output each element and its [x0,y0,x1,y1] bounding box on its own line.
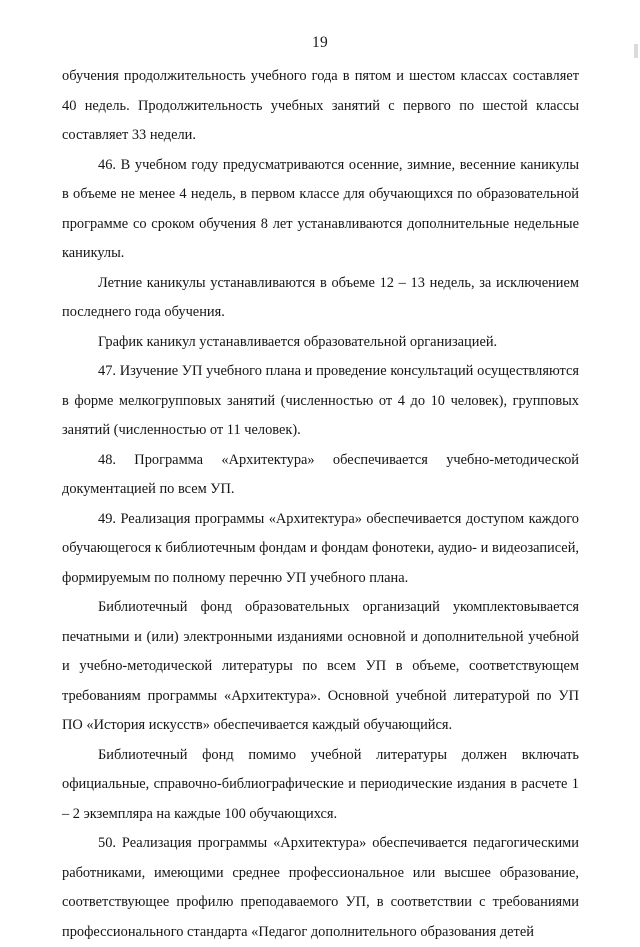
paragraph: 48. Программа «Архитектура» обеспечивается учебно-методической документацией по всем УП. [62,451,579,497]
paragraph: Летние каникулы устанавливаются в объеме 12 – 13 недель, за исключением последнего года обучения. [62,274,579,320]
paragraph: 47. Изучение УП учебного плана и проведение консультаций осуществляются в форме мелкогрупповых занятий (численностью от 4 до 10 человек), групповых занятий (численностью от 11 человек). [62,363,579,438]
page-number: 19 [312,34,328,51]
paragraph: 50. Реализация программы «Архитектура» обеспечивается педагогическими работниками, имеющими среднее профессиональное или высшее образование, соответствующее профилю преподаваемого УП, в соответствии с требованиями профессионального стандарта «Педагог дополнительного образования детей [62,835,579,940]
paragraph: Библиотечный фонд образовательных организаций укомплектовывается печатными и (или) электронными изданиями основной и дополнительной учебной и учебно-методической литературы по всем УП в объеме, соответствующем требованиям программы «Архитектура». Основной учебной литературой по УП ПО «История искусств» обеспечивается каждый обучающийся. [62,599,579,733]
document-body [62,62,579,947]
scan-edge-artifact [634,44,638,58]
paragraph: Библиотечный фонд помимо учебной литературы должен включать официальные, справочно-библиографические и периодические издания в расчете 1 – 2 экземпляра на каждые 100 обучающихся. [62,746,579,822]
paragraph: 46. В учебном году предусматриваются осенние, зимние, весенние каникулы в объеме не менее 4 недель, в первом классе для обучающихся по образовательной программе со сроком обучения 8 лет устанавливаются дополнительные недельные каникулы. [62,156,579,261]
paragraph: 49. Реализация программы «Архитектура» обеспечивается доступом каждого обучающегося к библиотечным фондам и фондам фонотеки, аудио- и видеозаписей, формируемым по полному перечню УП учебного плана. [62,510,579,586]
paragraph: обучения продолжительность учебного года в пятом и шестом классах составляет 40 недель. Продолжительность учебных занятий с первого по шестой классы составляет 33 недели. [62,68,579,143]
paragraph: График каникул устанавливается образовательной организацией. [98,333,498,350]
